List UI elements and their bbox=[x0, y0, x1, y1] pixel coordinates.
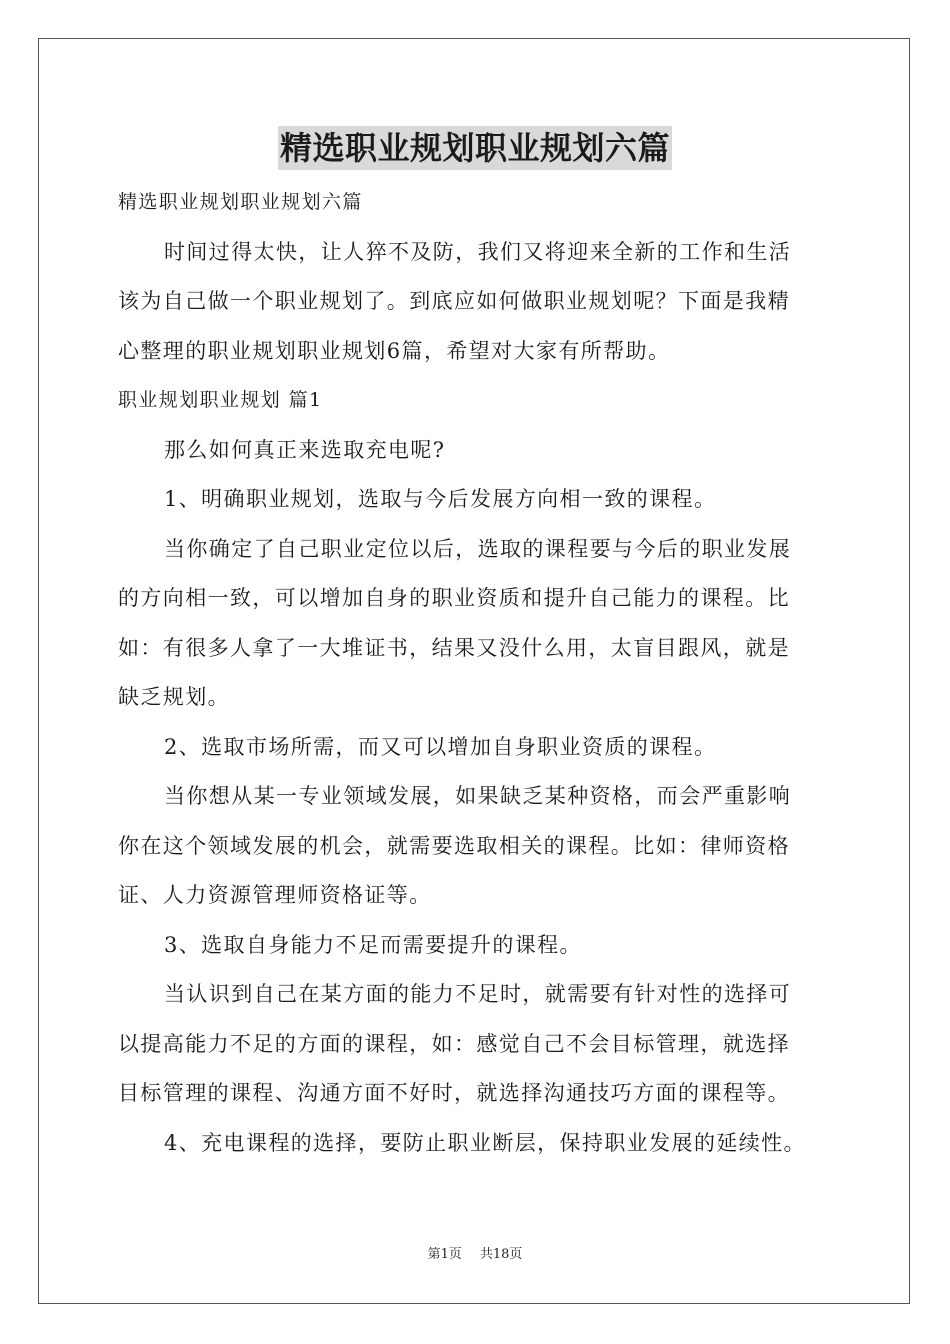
document-title: 精选职业规划职业规划六篇 bbox=[278, 126, 672, 170]
text-line: 如：有很多人拿了一大堆证书，结果又没什么用，太盲目跟风，就是 bbox=[118, 635, 790, 660]
text-line: 2、选取市场所需，而又可以增加自身职业资质的课程。 bbox=[164, 734, 717, 759]
page-total: 共18页 bbox=[479, 1247, 523, 1262]
title-container bbox=[0, 126, 950, 170]
text-line: 的方向相一致，可以增加自身的职业资质和提升自己能力的课程。比 bbox=[118, 586, 790, 610]
text-line: 精选职业规划职业规划六篇 bbox=[118, 191, 363, 213]
page-footer bbox=[0, 1245, 950, 1265]
text-line: 缺乏规划。 bbox=[118, 685, 230, 709]
text-line: 那么如何真正来选取充电呢? bbox=[164, 437, 446, 462]
text-line: 3、选取自身能力不足而需要提升的课程。 bbox=[164, 932, 582, 957]
text-line: 4、充电课程的选择，要防止职业断层，保持职业发展的延续性。 bbox=[164, 1130, 806, 1155]
text-line: 证、人力资源管理师资格证等。 bbox=[118, 883, 432, 907]
text-line: 心整理的职业规划职业规划6篇，希望对大家有所帮助。 bbox=[118, 338, 671, 363]
text-line: 1、明确职业规划，选取与今后发展方向相一致的课程。 bbox=[164, 487, 717, 511]
text-line: 当认识到自己在某方面的能力不足时，就需要有针对性的选择可 bbox=[164, 982, 792, 1006]
text-line: 当你确定了自己职业定位以后，选取的课程要与今后的职业发展 bbox=[164, 536, 792, 561]
page-number: 第1页 bbox=[427, 1247, 462, 1262]
text-line: 以提高能力不足的方面的课程，如：感觉自己不会目标管理，就选择 bbox=[118, 1031, 790, 1056]
text-line: 时间过得太快，让人猝不及防，我们又将迎来全新的工作和生活 bbox=[164, 239, 792, 264]
text-line: 目标管理的课程、沟通方面不好时，就选择沟通技巧方面的课程等。 bbox=[118, 1081, 790, 1105]
document-body bbox=[118, 178, 832, 1168]
text-line: 当你想从某一专业领域发展，如果缺乏某种资格，而会严重影响 bbox=[164, 784, 792, 808]
text-line: 职业规划职业规划 篇1 bbox=[118, 389, 323, 411]
text-line: 你在这个领域发展的机会，就需要选取相关的课程。比如：律师资格 bbox=[118, 833, 790, 858]
text-line: 该为自己做一个职业规划了。到底应如何做职业规划呢？下面是我精 bbox=[118, 289, 790, 313]
